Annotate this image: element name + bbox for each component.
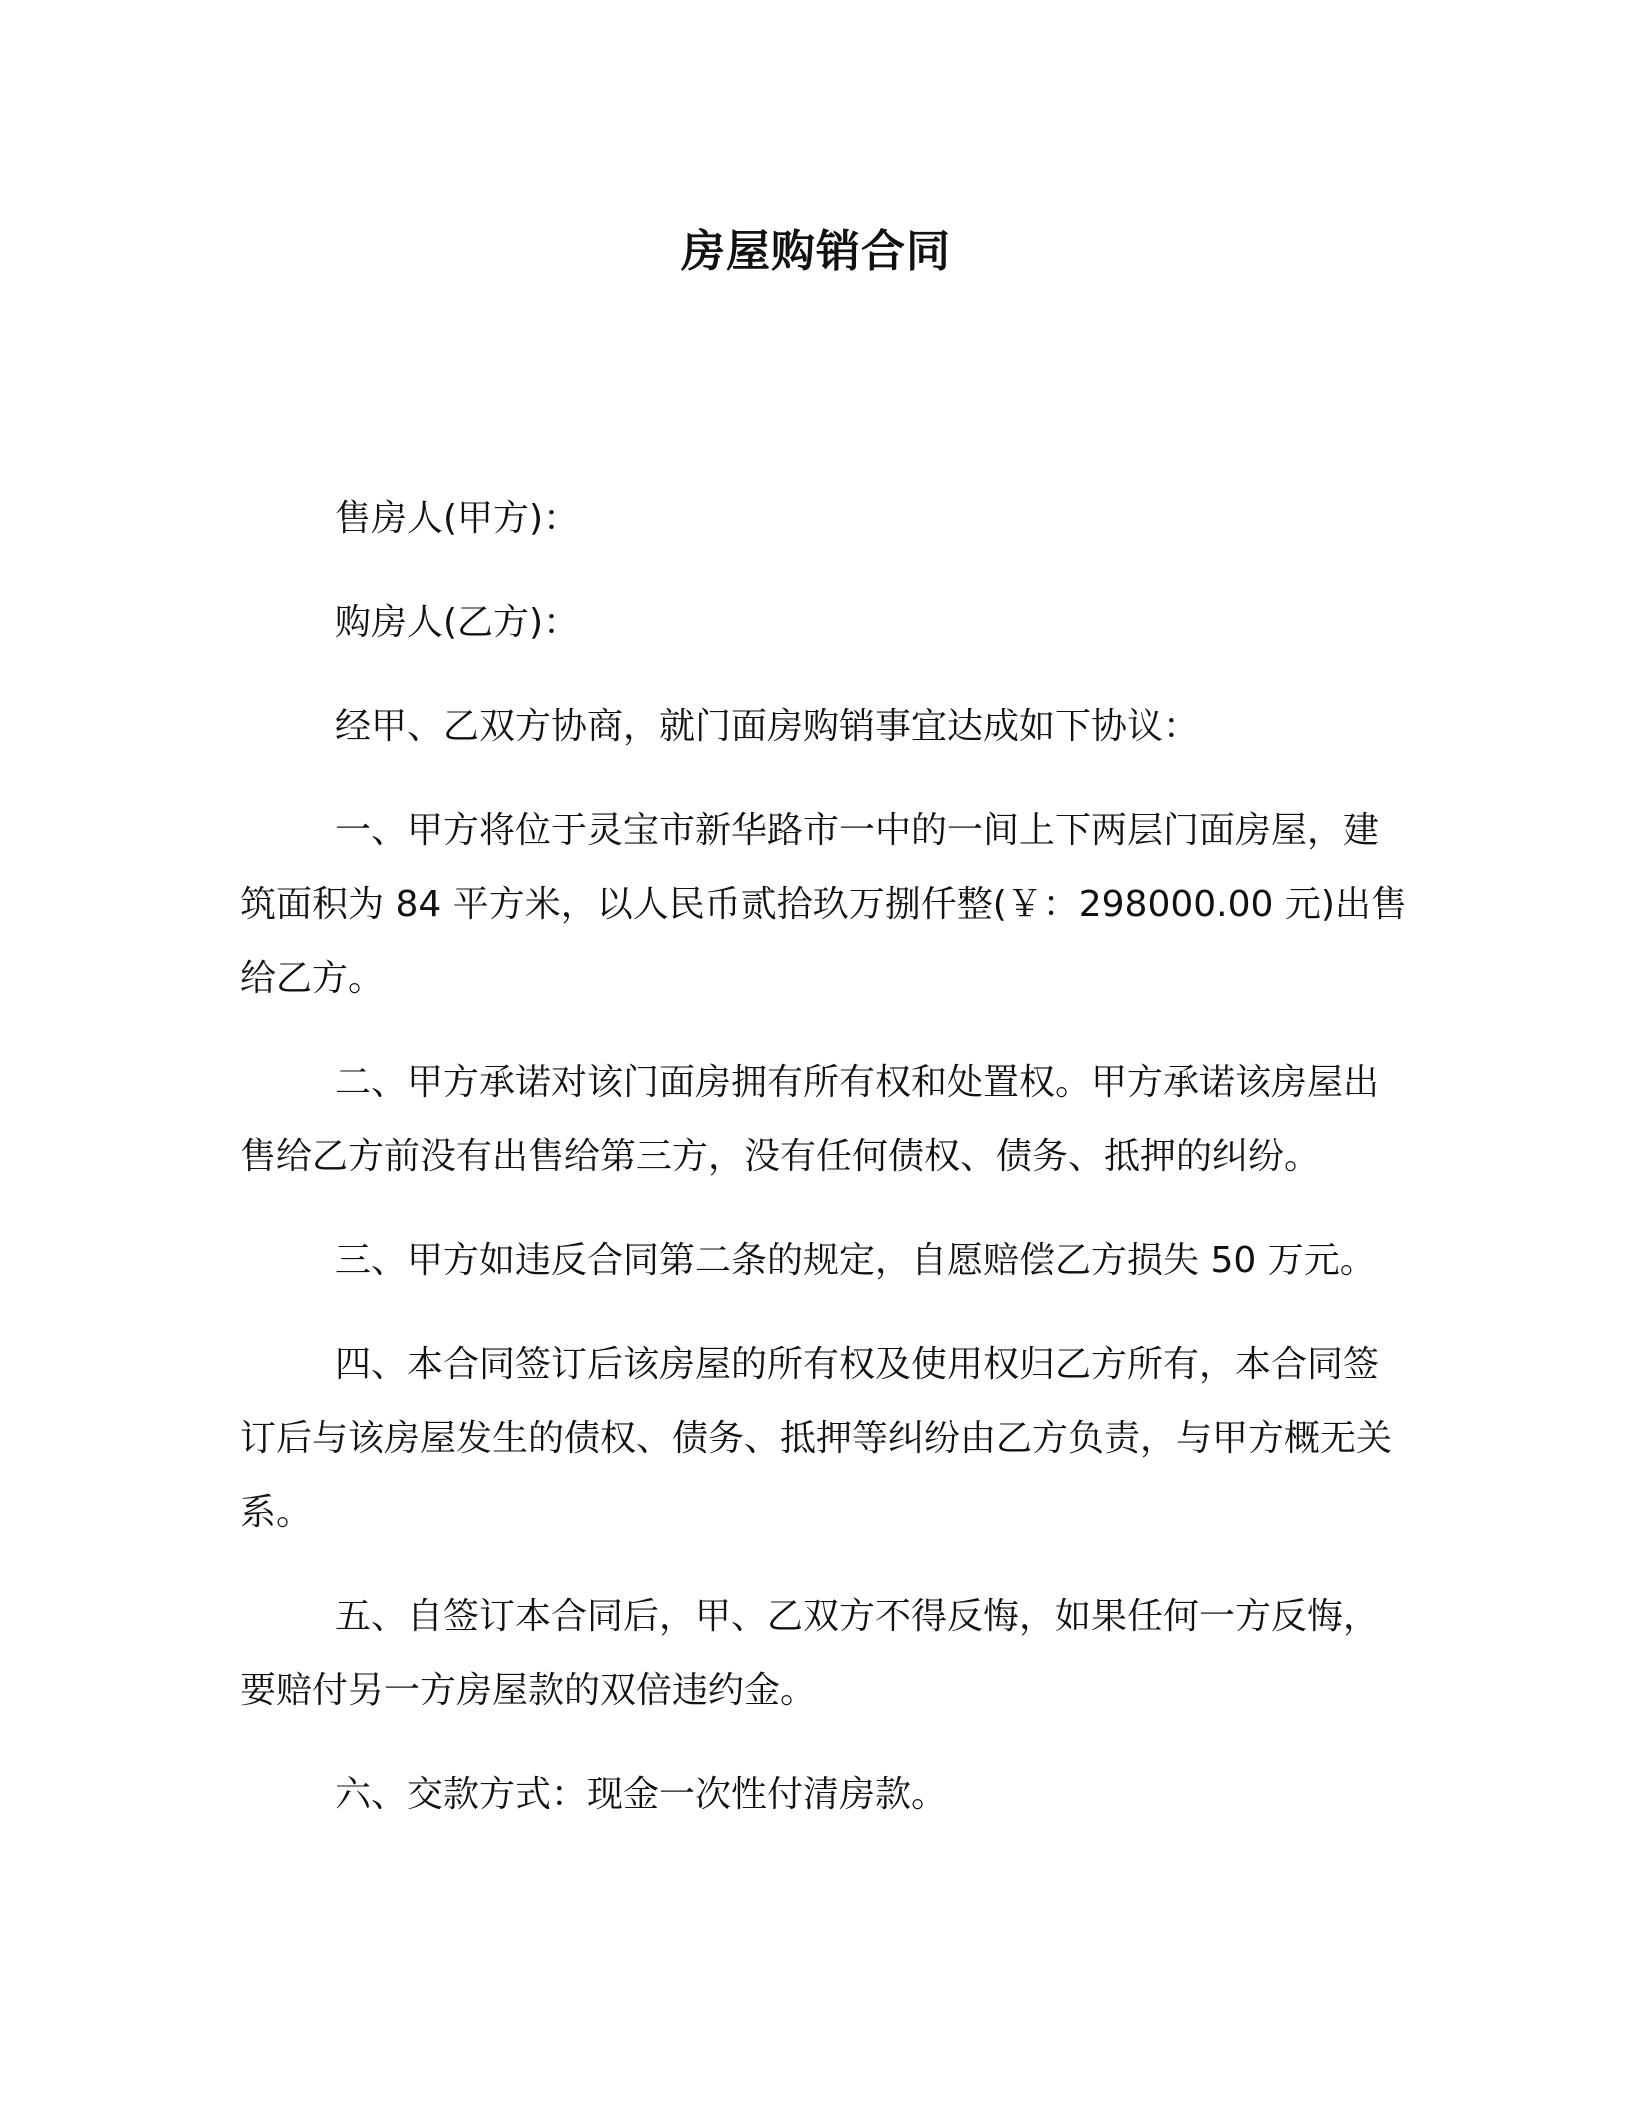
clause-2: 二、甲方承诺对该门面房拥有所有权和处置权。甲方承诺该房屋出售给乙方前没有出售给第三方，没有任何债权、债务、抵押的纠纷。	[240, 1062, 1380, 1177]
clause-6: 六、交款方式：现金一次性付清房款。	[335, 1774, 948, 1815]
seller-line: 售房人(甲方)：	[335, 498, 580, 539]
clause-3: 三、甲方如违反合同第二条的规定，自愿赔偿乙方损失 50 万元。	[335, 1240, 1376, 1281]
clause-4: 四、本合同签订后该房屋的所有权及使用权归乙方所有，本合同签订后与该房屋发生的债权、债务、抵押等纠纷由乙方负责，与甲方概无关系。	[240, 1344, 1393, 1533]
document-body	[240, 482, 1410, 1832]
document-title: 房屋购销合同	[681, 226, 951, 277]
clause-1: 一、甲方将位于灵宝市新华路市一中的一间上下两层门面房屋，建筑面积为 84 平方米，以人民币贰拾玖万捌仟整(￥：298000.00 元)出售给乙方。	[240, 810, 1407, 999]
buyer-line: 购房人(乙方)：	[335, 602, 580, 643]
intro-paragraph: 经甲、乙双方协商，就门面房购销事宜达成如下协议：	[335, 706, 1200, 747]
clause-5: 五、自签订本合同后，甲、乙双方不得反悔，如果任何一方反悔，要赔付另一方房屋款的双倍违约金。	[240, 1596, 1380, 1711]
